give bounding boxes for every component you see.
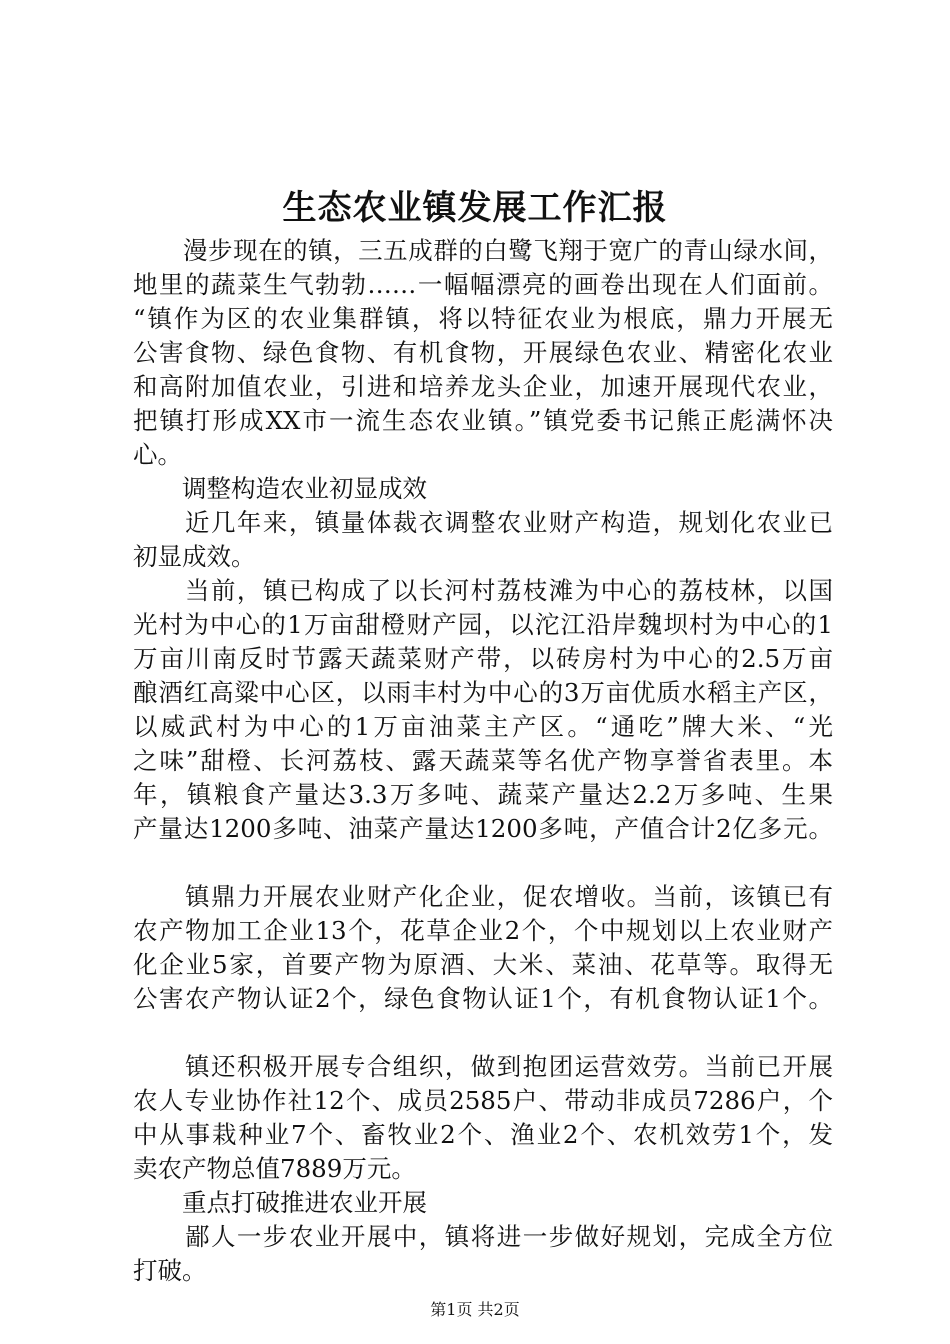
text-line: 漫步现在的镇，三五成群的白鹭飞翔于宽广的青山绿水间， [133,236,833,265]
text-line: 镇鼎力开展农业财产化企业，促农增收。当前，该镇已有 [133,882,833,911]
text-line: 打破。 [133,1256,207,1285]
text-line: 心。 [133,440,182,469]
text-line: 产量达1200多吨、油菜产量达1200多吨，产值合计2亿多元。 [133,814,833,843]
section-heading: 调整构造农业初显成效 [133,474,427,503]
text-line: 地里的蔬菜生气勃勃……一幅幅漂亮的画卷出现在人们面前。 [133,270,833,299]
text-line: 农产物加工企业13个，花草企业2个，个中规划以上农业财产 [133,916,833,945]
text-line: 镇还积极开展专合组织，做到抱团运营效劳。当前已开展 [133,1052,833,1081]
text-line: 公害食物、绿色食物、有机食物，开展绿色农业、精密化农业 [133,338,833,367]
text-line: 和高附加值农业，引进和培养龙头企业，加速开展现代农业， [133,372,833,401]
text-line: 当前，镇已构成了以长河村荔枝滩为中心的荔枝林，以国 [133,576,833,605]
text-line: 以威武村为中心的1万亩油菜主产区。“通吃”牌大米、“光 [133,712,833,741]
text-line: 农人专业协作社12个、成员2585户、带动非成员7286户，个 [133,1086,833,1115]
section-heading: 重点打破推进农业开展 [133,1188,427,1217]
text-line: 之味”甜橙、长河荔枝、露天蔬菜等名优产物享誉省表里。本 [133,746,833,775]
text-line: 近几年来，镇量体裁衣调整农业财产构造，规划化农业已 [133,508,833,537]
text-line: 卖农产物总值7889万元。 [133,1154,416,1183]
text-line: “镇作为区的农业集群镇，将以特征农业为根底，鼎力开展无 [133,304,833,333]
text-line: 光村为中心的1万亩甜橙财产园，以沱江沿岸魏坝村为中心的1 [133,610,833,639]
text-line: 万亩川南反时节露天蔬菜财产带，以砖房村为中心的2.5万亩 [133,644,833,673]
text-line: 酿酒红高粱中心区，以雨丰村为中心的3万亩优质水稻主产区， [133,678,833,707]
text-line: 公害农产物认证2个，绿色食物认证1个，有机食物认证1个。 [133,984,833,1013]
page-footer: 第1页 共2页 [430,1300,520,1319]
text-line: 鄙人一步农业开展中，镇将进一步做好规划，完成全方位 [133,1222,833,1251]
text-line: 年，镇粮食产量达3.3万多吨、蔬菜产量达2.2万多吨、生果 [133,780,833,809]
text-line: 中从事栽种业7个、畜牧业2个、渔业2个、农机效劳1个，发 [133,1120,833,1149]
text-line: 化企业5家，首要产物为原酒、大米、菜油、花草等。取得无 [133,950,833,979]
text-line: 把镇打形成XX市一流生态农业镇。”镇党委书记熊正彪满怀决 [133,406,833,435]
document-title: 生态农业镇发展工作汇报 [282,188,668,228]
text-line: 初显成效。 [133,542,256,571]
